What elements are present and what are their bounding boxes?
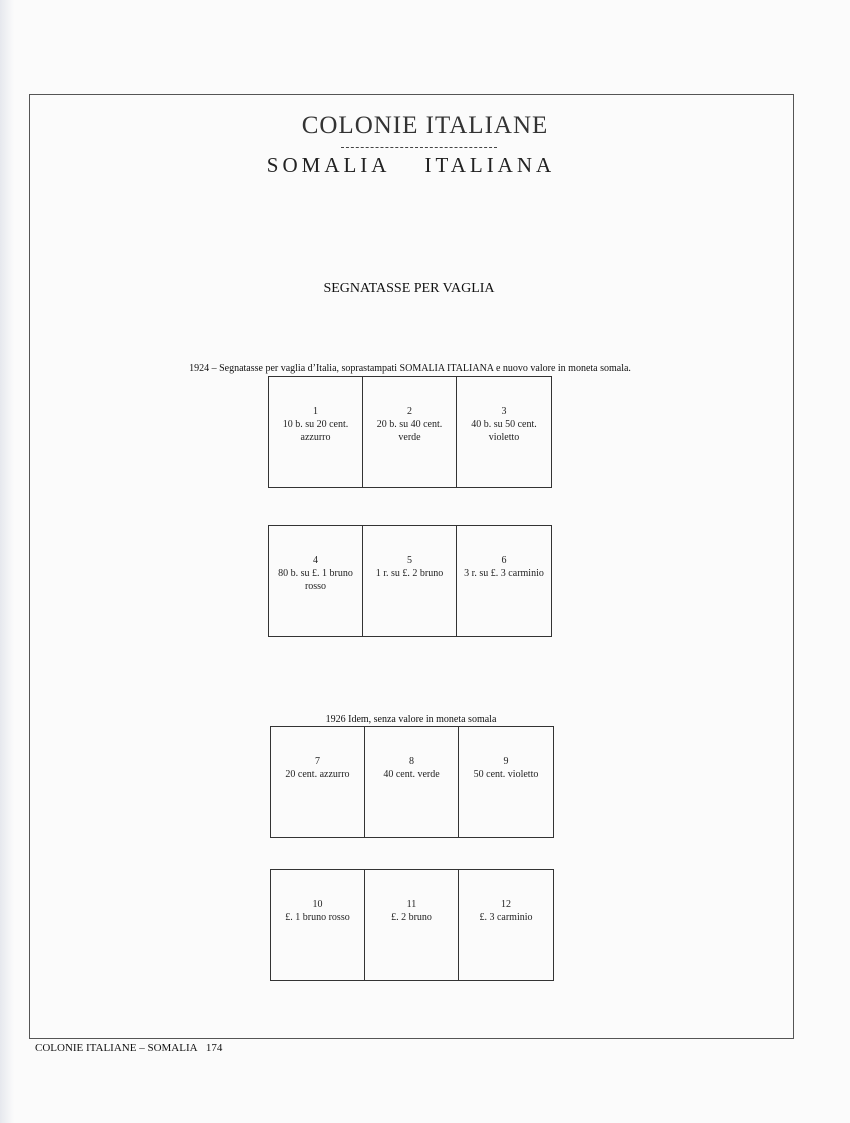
stamp-space xyxy=(271,727,365,837)
stamp-number: 3 xyxy=(501,406,507,417)
stamp-description: 20 cent. azzurro xyxy=(285,769,350,780)
stamp-space xyxy=(457,377,551,487)
stamp-space xyxy=(363,526,457,636)
page-number: 174 xyxy=(205,1042,223,1054)
stamp-number: 8 xyxy=(409,756,414,767)
section-title: SEGNATASSE PER VAGLIA xyxy=(323,281,495,296)
stamp-space xyxy=(459,870,553,980)
stamp-description: 80 b. su £. 1 bruno rosso xyxy=(278,568,353,592)
stamp-row xyxy=(268,376,552,488)
stamp-number: 11 xyxy=(406,899,417,910)
stamp-space xyxy=(269,377,363,487)
stamp-description: £. 3 carminio xyxy=(479,912,533,923)
title-divider xyxy=(341,147,497,148)
issue-caption-1924: 1924 – Segnatasse per vaglia d’Italia, soprastampati SOMALIA ITALIANA e nuovo valore in moneta somala. xyxy=(189,363,631,374)
stamp-row xyxy=(270,869,554,981)
stamp-space xyxy=(459,727,553,837)
stamp-number: 1 xyxy=(313,406,318,417)
stamp-number: 10 xyxy=(312,899,323,910)
stamp-number: 6 xyxy=(501,555,507,566)
stamp-space xyxy=(269,526,363,636)
stamp-row xyxy=(268,525,552,637)
stamp-description: 1 r. su £. 2 bruno xyxy=(375,568,444,579)
stamp-number: 9 xyxy=(503,756,509,767)
stamp-number: 2 xyxy=(407,406,412,417)
stamp-space xyxy=(363,377,457,487)
stamp-space xyxy=(365,870,459,980)
stamp-description: 50 cent. violetto xyxy=(473,769,539,780)
stamp-space xyxy=(365,727,459,837)
stamp-space xyxy=(457,526,551,636)
stamp-description: 40 cent. verde xyxy=(383,769,440,780)
stamp-description: 40 b. su 50 cent. violetto xyxy=(471,419,537,443)
stamp-description: 10 b. su 20 cent. azzurro xyxy=(282,419,349,443)
page-footer xyxy=(35,1042,222,1054)
page-subtitle: SOMALIA ITALIANA xyxy=(266,153,556,177)
stamp-number: 7 xyxy=(315,756,320,767)
stamp-row xyxy=(270,726,554,838)
stamp-number: 4 xyxy=(313,555,318,566)
stamp-description: £. 2 bruno xyxy=(391,912,432,923)
stamp-description: 3 r. su £. 3 carminio xyxy=(464,568,544,579)
issue-caption-1926: 1926 Idem, senza valore in moneta somala xyxy=(325,714,497,725)
stamp-number: 5 xyxy=(407,555,412,566)
footer-text: COLONIE ITALIANE – SOMALIA xyxy=(35,1042,198,1054)
stamp-number: 12 xyxy=(501,899,511,910)
stamp-space xyxy=(271,870,365,980)
stamp-description: 20 b. su 40 cent. verde xyxy=(376,419,443,443)
page-title: COLONIE ITALIANE xyxy=(301,112,549,139)
stamp-description: £. 1 bruno rosso xyxy=(285,912,350,923)
